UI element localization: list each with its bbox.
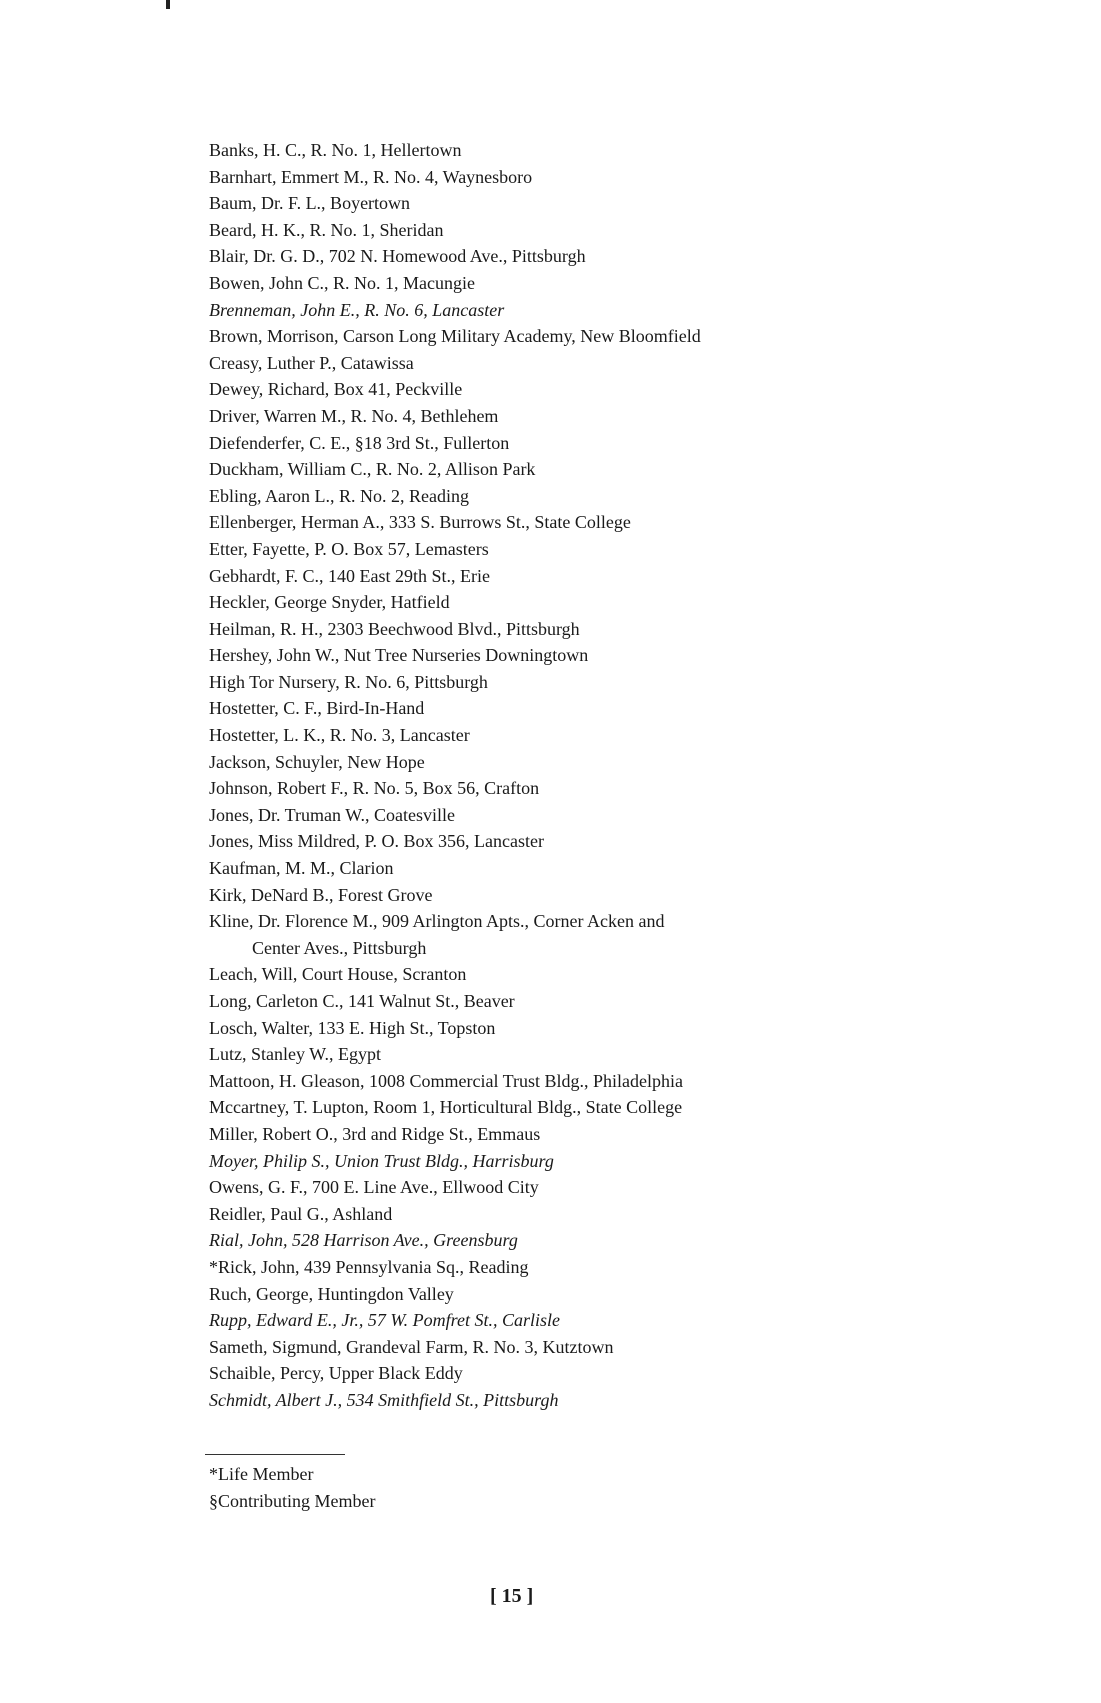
member-entry: Losch, Walter, 133 E. High St., Topston: [209, 1017, 496, 1038]
member-entry: Baum, Dr. F. L., Boyertown: [209, 193, 411, 214]
member-entry: Hostetter, C. F., Bird-In-Hand: [209, 698, 425, 719]
member-entry: Reidler, Paul G., Ashland: [209, 1203, 393, 1224]
member-entry: Mattoon, H. Gleason, 1008 Commercial Trust Bldg., Philadelphia: [209, 1070, 683, 1091]
member-entry: Creasy, Luther P., Catawissa: [209, 352, 414, 373]
member-entry: Heckler, George Snyder, Hatfield: [209, 592, 450, 613]
member-entry: Miller, Robert O., 3rd and Ridge St., Emmaus: [209, 1123, 541, 1144]
member-entry: Kaufman, M. M., Clarion: [209, 858, 394, 879]
member-entry-continuation: Center Aves., Pittsburgh: [252, 937, 427, 958]
member-entry: Sameth, Sigmund, Grandeval Farm, R. No. 3, Kutztown: [209, 1336, 614, 1357]
member-entry: Blair, Dr. G. D., 702 N. Homewood Ave., Pittsburgh: [209, 246, 586, 267]
member-entry: Etter, Fayette, P. O. Box 57, Lemasters: [209, 538, 489, 559]
member-entry: Bowen, John C., R. No. 1, Macungie: [209, 272, 475, 293]
member-entry: Driver, Warren M., R. No. 4, Bethlehem: [209, 405, 499, 426]
member-entry: Schmidt, Albert J., 534 Smithfield St., Pittsburgh: [209, 1389, 559, 1410]
member-entry: Heilman, R. H., 2303 Beechwood Blvd., Pittsburgh: [209, 618, 580, 639]
member-entry: Duckham, William C., R. No. 2, Allison Park: [209, 459, 536, 480]
member-entry: Owens, G. F., 700 E. Line Ave., Ellwood City: [209, 1177, 539, 1198]
member-entry: Johnson, Robert F., R. No. 5, Box 56, Crafton: [209, 778, 540, 799]
member-entry: Lutz, Stanley W., Egypt: [209, 1044, 381, 1065]
member-entry: Mccartney, T. Lupton, Room 1, Horticultural Bldg., State College: [209, 1097, 683, 1118]
member-entry: *Rick, John, 439 Pennsylvania Sq., Reading: [209, 1256, 529, 1277]
member-entry: Ruch, George, Huntingdon Valley: [209, 1283, 454, 1304]
member-entry: Rupp, Edward E., Jr., 57 W. Pomfret St., Carlisle: [209, 1310, 560, 1331]
footnote: §Contributing Member: [209, 1491, 376, 1511]
member-entry: Brenneman, John E., R. No. 6, Lancaster: [209, 299, 505, 320]
member-entry: Gebhardt, F. C., 140 East 29th St., Erie: [209, 565, 491, 586]
member-entry: Brown, Morrison, Carson Long Military Academy, New Bloomfield: [209, 326, 701, 347]
member-entry: Jones, Dr. Truman W., Coatesville: [209, 804, 456, 825]
member-entry: Schaible, Percy, Upper Black Eddy: [209, 1363, 463, 1384]
member-entry: Long, Carleton C., 141 Walnut St., Beaver: [209, 991, 515, 1011]
member-entry: Leach, Will, Court House, Scranton: [209, 964, 467, 985]
footnote-list: [209, 1461, 375, 1515]
footnote-divider: [205, 1454, 345, 1455]
member-entry: Hostetter, L. K., R. No. 3, Lancaster: [209, 725, 470, 746]
page-number: [ 15 ]: [490, 1585, 534, 1607]
member-entry: High Tor Nursery, R. No. 6, Pittsburgh: [209, 671, 488, 692]
member-entry: Banks, H. C., R. No. 1, Hellertown: [209, 140, 462, 160]
member-entry: Rial, John, 528 Harrison Ave., Greensburg: [209, 1230, 518, 1251]
member-entry: Kirk, DeNard B., Forest Grove: [209, 884, 433, 905]
member-entry: Jones, Miss Mildred, P. O. Box 356, Lancaster: [209, 831, 544, 852]
member-entry: Beard, H. K., R. No. 1, Sheridan: [209, 219, 444, 240]
member-entry: Jackson, Schuyler, New Hope: [209, 751, 425, 772]
member-entry: Kline, Dr. Florence M., 909 Arlington Apts., Corner Acken and: [209, 911, 665, 932]
member-entry: Ellenberger, Herman A., 333 S. Burrows St., State College: [209, 512, 631, 533]
member-entry: Diefenderfer, C. E., §18 3rd St., Fullerton: [209, 432, 510, 453]
member-list: [209, 137, 1009, 1414]
member-entry: Ebling, Aaron L., R. No. 2, Reading: [209, 485, 469, 506]
member-entry: Hershey, John W., Nut Tree Nurseries Downingtown: [209, 645, 589, 666]
footnote: *Life Member: [209, 1464, 314, 1484]
member-entry: Dewey, Richard, Box 41, Peckville: [209, 379, 463, 400]
member-entry: Moyer, Philip S., Union Trust Bldg., Harrisburg: [209, 1150, 554, 1171]
scan-mark: [166, 0, 170, 9]
member-entry: Barnhart, Emmert M., R. No. 4, Waynesboro: [209, 166, 533, 187]
